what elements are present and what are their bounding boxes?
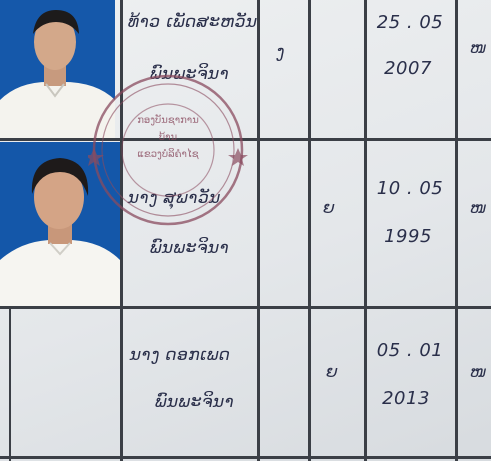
grid-line-v2 [120, 0, 123, 461]
row-3-name-line-2: ພົນພະຈິນາ [155, 392, 235, 412]
grid-line-v4 [308, 0, 311, 461]
row-3-date-year: 2013 [382, 388, 430, 409]
grid-line-h2 [0, 306, 491, 309]
stamp-text-line-3: ແຂວງບໍລິຄຳໄຊ [137, 149, 199, 160]
row-2-name-line-1: ນາງ ສຸພາວັນ [128, 188, 221, 208]
row-2-code: ຍ [323, 198, 336, 218]
row-2-name-line-2: ພົນພະຈິນາ [150, 238, 230, 258]
photo-row-1 [0, 0, 115, 138]
row-3-date-day-month: 05 . 01 [376, 340, 444, 361]
grid-line-v6 [455, 0, 458, 461]
student-photo-male [0, 0, 115, 138]
photo-row-2 [0, 142, 120, 307]
row-1-code: ງ [276, 42, 285, 62]
grid-line-v3 [257, 0, 260, 461]
grid-line-v1 [9, 308, 11, 461]
row-1-cutoff: ໜ [470, 38, 487, 57]
row-1-name-line-1: ທ້າວ ເພັດສະຫວັນ [128, 12, 258, 32]
row-1-date-day-month: 25 . 05 [376, 12, 444, 33]
grid-line-h1 [0, 138, 491, 141]
row-2-date-day-month: 10 . 05 [376, 178, 444, 199]
row-3-name-line-1: ນາງ ດອກເພດ [130, 345, 231, 365]
row-1-date-year: 2007 [384, 58, 432, 79]
student-photo-female [0, 142, 120, 307]
stamp-text-line-2: ບ້ານ [158, 132, 178, 143]
row-2-cutoff: ໜ [470, 198, 487, 217]
grid-line-h3 [0, 456, 491, 459]
row-1-name-line-2: ພົນພະຈິນາ [150, 64, 230, 84]
row-2-date-year: 1995 [384, 226, 432, 247]
row-3-cutoff: ໜ [470, 362, 487, 381]
row-3-code: ຍ [326, 362, 339, 382]
stamp-text-line-1: ກອງບັນຊາການ [137, 115, 199, 126]
